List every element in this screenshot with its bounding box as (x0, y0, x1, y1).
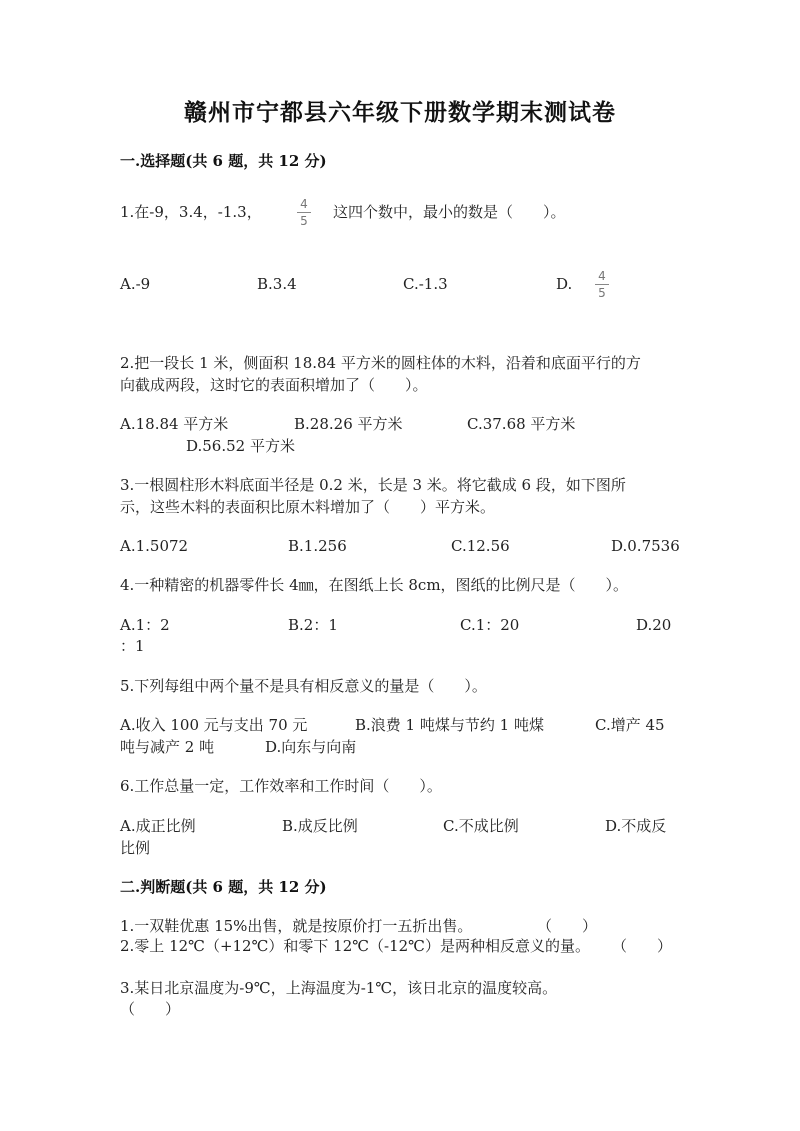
judge-q2-text: 2.零上 12℃（+12℃）和零下 12℃（-12℃）是两种相反意义的量。 (120, 937, 590, 955)
q5-option-c: C.增产 45 (595, 716, 665, 734)
q4-line-1: 4.一种精密的机器零件长 4㎜，在图纸上长 8cm，图纸的比例尺是（ ）。 (120, 576, 629, 594)
q4-option-d: D.20 (636, 616, 672, 634)
q3-option-b: B.1.256 (288, 537, 347, 555)
q3-line-2: 示，这些木料的表面积比原木料增加了（ ）平方米。 (120, 498, 496, 516)
q1-fraction-denominator: 5 (300, 214, 308, 228)
q2-line-2: 向截成两段，这时它的表面积增加了（ ）。 (120, 376, 428, 394)
q3-option-c: C.12.56 (451, 537, 510, 555)
judge-q1-text: 1.一双鞋优惠 15%出售，就是按原价打一五折出售。 (120, 917, 473, 935)
q4-option-d-continued: ：1 (120, 637, 145, 655)
q5-option-d: D.向东与向南 (265, 738, 357, 756)
q5-option-c-continued: 吨与减产 2 吨 (120, 738, 215, 756)
q3-line-1: 3.一根圆柱形木料底面半径是 0.2 米，长是 3 米。将它截成 6 段，如下图所 (120, 476, 626, 494)
q1-option-a: A.-9 (120, 275, 151, 293)
section-heading-choice: 一.选择题(共 6 题，共 12 分) (120, 152, 327, 170)
q1-option-d-denominator: 5 (598, 286, 606, 300)
q3-option-d: D.0.7536 (611, 537, 680, 555)
q1-option-c: C.-1.3 (403, 275, 448, 293)
q1-option-d-fraction (595, 269, 609, 300)
q1-text-after: 这四个数中，最小的数是（ ）。 (333, 203, 566, 221)
q2-option-a: A.18.84 平方米 (120, 415, 229, 433)
page-title: 赣州市宁都县六年级下册数学期末测试卷 (184, 99, 616, 126)
q6-option-b: B.成反比例 (282, 817, 358, 835)
q6-line-1: 6.工作总量一定，工作效率和工作时间（ ）。 (120, 777, 442, 795)
q5-option-a: A.收入 100 元与支出 70 元 (120, 716, 308, 734)
q6-option-d-continued: 比例 (120, 839, 151, 857)
q1-text-before: 1.在-9，3.4，-1.3， (120, 203, 262, 221)
q1-fraction-numerator: 4 (297, 197, 311, 213)
judge-q3-line-1: 3.某日北京温度为-9℃，上海温度为-1℃，该日北京的温度较高。 (120, 979, 558, 997)
q5-option-b: B.浪费 1 吨煤与节约 1 吨煤 (355, 716, 544, 734)
q6-option-d: D.不成反 (605, 817, 667, 835)
q6-option-c: C.不成比例 (443, 817, 519, 835)
q1-option-d: D. (556, 275, 573, 293)
q4-option-a: A.1：2 (120, 616, 170, 634)
q2-option-c: C.37.68 平方米 (467, 415, 576, 433)
q3-option-a: A.1.5072 (120, 537, 189, 555)
q6-option-a: A.成正比例 (120, 817, 196, 835)
q1-option-d-numerator: 4 (595, 269, 609, 285)
q1-fraction (297, 197, 311, 228)
q2-line-1: 2.把一段长 1 米，侧面积 18.84 平方米的圆柱体的木料，沿着和底面平行的方 (120, 354, 641, 372)
judge-q2-answer-paren: （ ） (612, 937, 673, 955)
q5-line-1: 5.下列每组中两个量不是具有相反意义的量是（ ）。 (120, 677, 487, 695)
q2-option-b: B.28.26 平方米 (294, 415, 403, 433)
q1-option-b: B.3.4 (257, 275, 297, 293)
q2-option-d: D.56.52 平方米 (186, 437, 295, 455)
judge-q1-answer-paren: （ ） (537, 917, 598, 935)
q4-option-b: B.2：1 (288, 616, 338, 634)
section-heading-judge: 二.判断题(共 6 题，共 12 分) (120, 878, 327, 896)
judge-q3-answer-paren: （ ） (120, 1000, 181, 1018)
q4-option-c: C.1：20 (460, 616, 520, 634)
